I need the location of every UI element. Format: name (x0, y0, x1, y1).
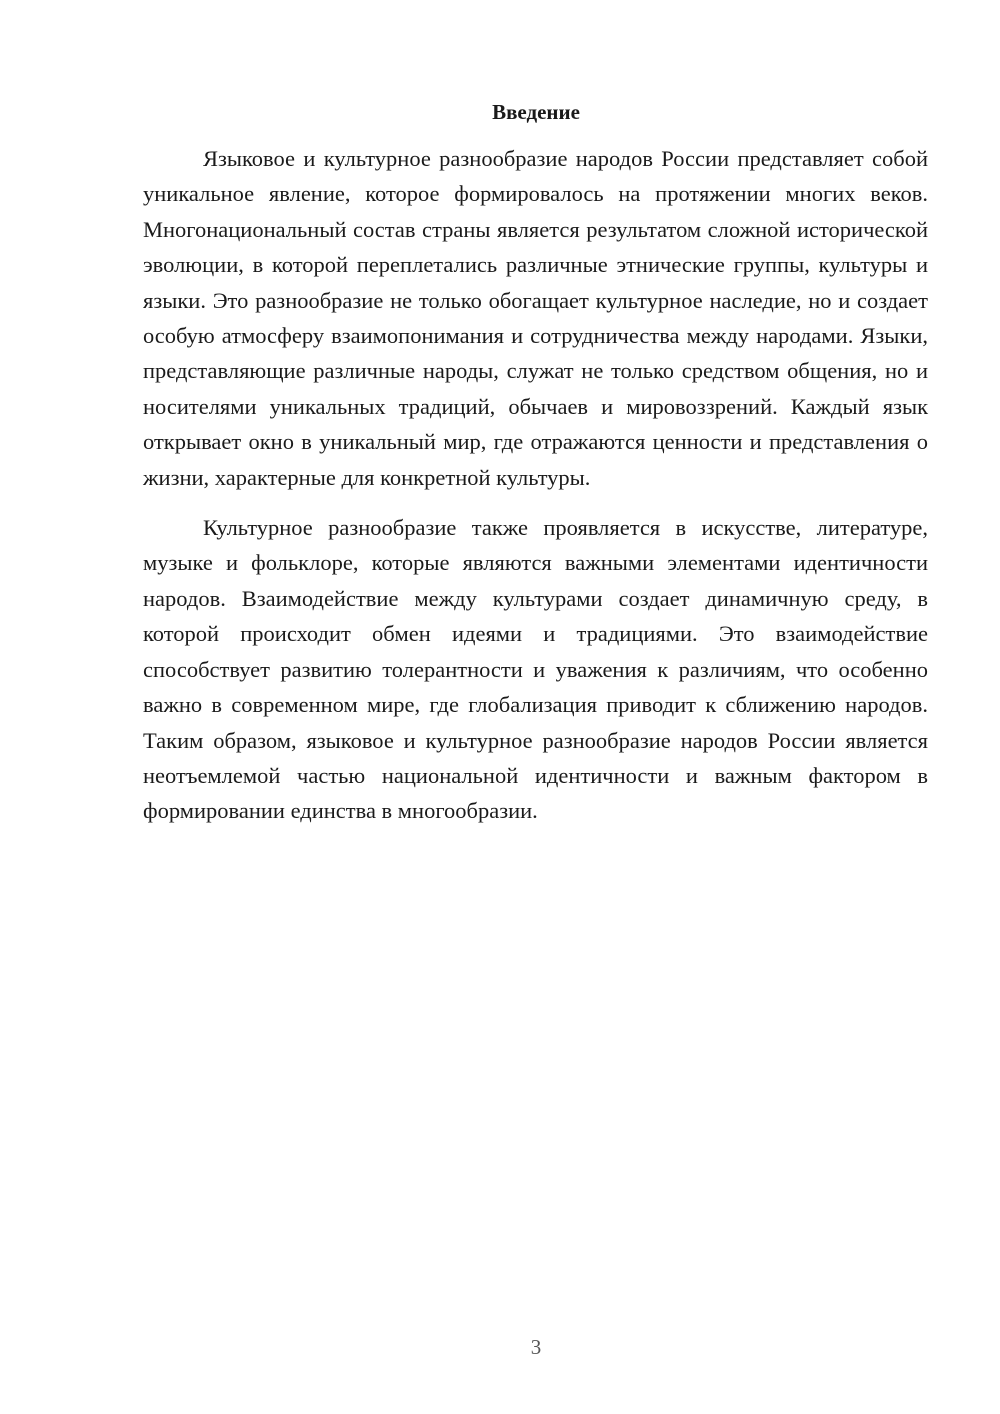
paragraph-1: Языковое и культурное разнообразие народов России представляет собой уникальное явление, которое формировалось на протяжении многих веков. Многонациональный состав страны является результатом сложной исторической эволюции, в которой переплетались различные этнические группы, культуры и языки. Это разнообразие не только обогащает культурное наследие, но и создает особую атмосферу взаимопонимания и сотрудничества между народами. Языки, представляющие различные народы, служат не только средством общения, но и носителями уникальных традиций, обычаев и мировоззрений. Каждый язык открывает окно в уникальный мир, где отражаются ценности и представления о жизни, характерные для конкретной культуры. (143, 146, 928, 490)
paragraph-2: Культурное разнообразие также проявляется в искусстве, литературе, музыке и фольклоре, которые являются важными элементами идентичности народов. Взаимодействие между культурами создает динамичную среду, в которой происходит обмен идеями и традициями. Это взаимодействие способствует развитию толерантности и уважения к различиям, что особенно важно в современном мире, где глобализация приводит к сближению народов. Таким образом, языковое и культурное разнообразие народов России является неотъемлемой частью национальной идентичности и важным фактором в формировании единства в многообразии. (143, 515, 928, 824)
body-text (143, 141, 928, 829)
page-number: 3 (530, 1335, 542, 1359)
page-title: Введение (492, 100, 580, 124)
